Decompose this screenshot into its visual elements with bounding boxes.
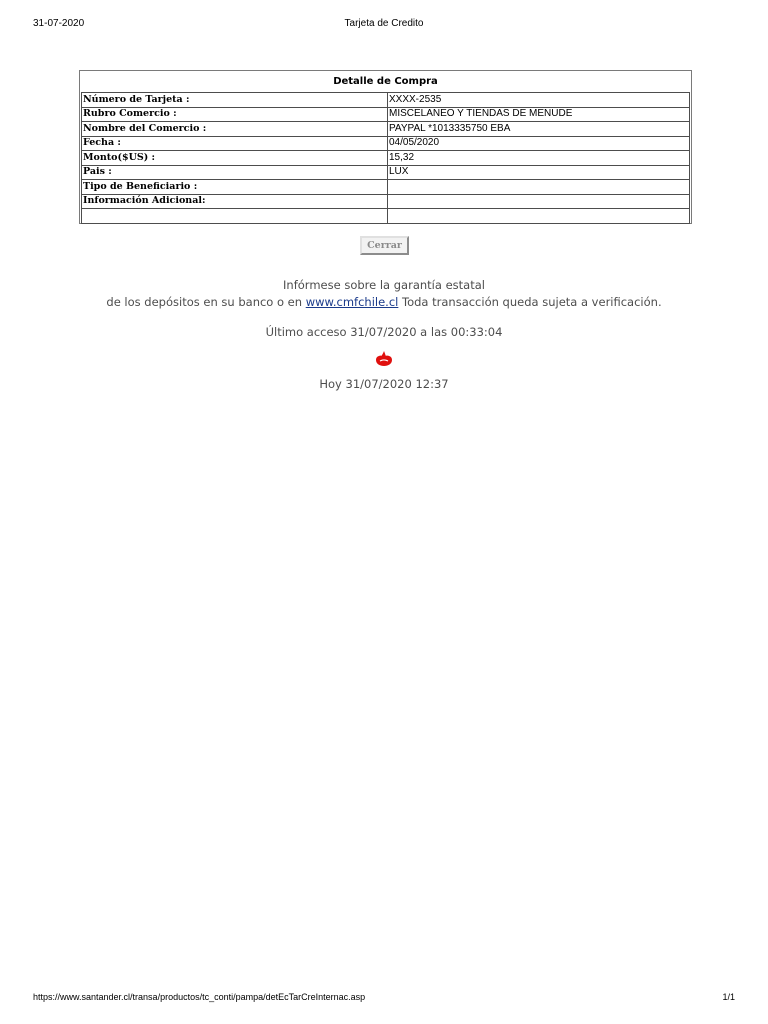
table-row xyxy=(82,136,690,151)
table-row xyxy=(82,151,690,166)
print-url: https://www.santander.cl/transa/productos/tc_conti/pampa/detEcTarCreInternac.asp xyxy=(33,992,366,1002)
last-access-text: Último acceso 31/07/2020 a las 00:33:04 xyxy=(265,325,503,339)
cmfchile-link[interactable]: www.cmfchile.cl xyxy=(305,295,399,309)
row-value: 15,32 xyxy=(388,151,690,166)
row-label: Monto($US) : xyxy=(82,151,388,166)
close-button[interactable]: Cerrar xyxy=(360,236,409,255)
row-value xyxy=(388,209,690,224)
row-label: Información Adicional: xyxy=(82,194,388,209)
purchase-detail-table xyxy=(81,92,690,224)
row-label: Nombre del Comercio : xyxy=(82,122,388,137)
table-row xyxy=(82,209,690,224)
table-row xyxy=(82,93,690,108)
row-label: Pais : xyxy=(82,165,388,180)
row-value xyxy=(388,180,690,195)
row-label: Rubro Comercio : xyxy=(82,107,388,122)
guarantee-info-line2 xyxy=(0,295,768,309)
row-label: Número de Tarjeta : xyxy=(82,93,388,108)
print-footer xyxy=(0,992,768,1006)
today-timestamp: Hoy 31/07/2020 12:37 xyxy=(319,377,449,391)
table-row xyxy=(82,107,690,122)
print-date: 31-07-2020 xyxy=(33,18,85,29)
print-title: Tarjeta de Credito xyxy=(344,18,424,29)
row-label xyxy=(82,209,388,224)
santander-flame-icon xyxy=(374,350,394,368)
row-value: XXXX-2535 xyxy=(388,93,690,108)
table-row xyxy=(82,122,690,137)
row-value: PAYPAL *1013335750 EBA xyxy=(388,122,690,137)
info-text-after: Toda transacción queda sujeta a verificación. xyxy=(398,295,662,309)
table-row xyxy=(82,194,690,209)
table-row xyxy=(82,180,690,195)
row-value: LUX xyxy=(388,165,690,180)
row-value: 04/05/2020 xyxy=(388,136,690,151)
print-header xyxy=(0,18,768,32)
guarantee-info-line1: Infórmese sobre la garantía estatal xyxy=(283,278,485,292)
row-label: Tipo de Beneficiario : xyxy=(82,180,388,195)
row-label: Fecha : xyxy=(82,136,388,151)
table-row xyxy=(82,165,690,180)
page-count: 1/1 xyxy=(722,992,735,1002)
detail-title: Detalle de Compra xyxy=(333,76,438,87)
purchase-detail-box xyxy=(79,70,692,224)
row-value: MISCELANEO Y TIENDAS DE MENUDE xyxy=(388,107,690,122)
info-text-before: de los depósitos en su banco o en xyxy=(106,295,306,309)
row-value xyxy=(388,194,690,209)
